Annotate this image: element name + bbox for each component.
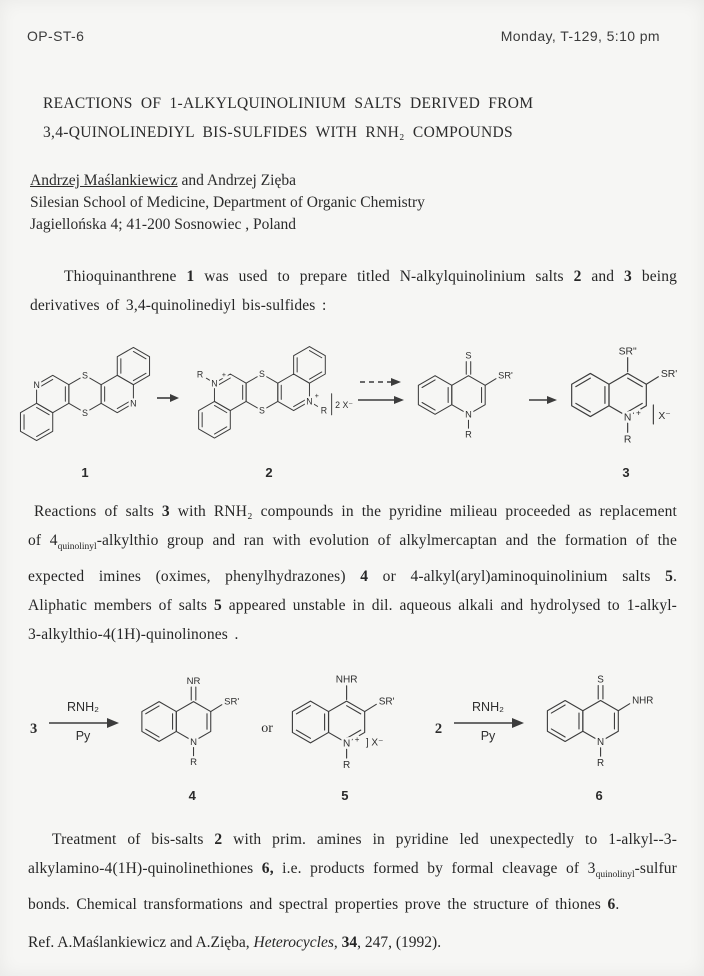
arrow-1-to-2 [156, 392, 180, 404]
structure-3 [558, 334, 694, 482]
reagent-label-rnh2: RNH₂ [472, 700, 505, 714]
charge-plus: + [354, 735, 360, 745]
substituent-nhr: NHR [335, 674, 358, 686]
structure-4-number: 4 [188, 788, 196, 803]
substituent-r-left: R [196, 369, 204, 380]
counterion-2x: 2 X⁻ [335, 399, 353, 410]
affiliation: Silesian School of Medicine, Department of Organic Chemistry [30, 194, 425, 211]
structure-thione [406, 334, 528, 482]
structure-3-number: 3 [622, 465, 630, 480]
address: Jagiellońska 4; 41-200 Sosnowiec , Poland [30, 216, 297, 233]
reactant-2: 2 [434, 721, 443, 737]
author-underlined: Andrzej Maślankiewicz [30, 172, 178, 189]
structure-5-number: 5 [341, 788, 349, 803]
structure-4 [129, 665, 255, 805]
structure-1-number: 1 [81, 465, 89, 480]
or-label: or [261, 721, 273, 736]
atom-label-n: N [623, 412, 632, 424]
atom-label-s: S [465, 350, 472, 361]
substituent-sr: SR' [378, 696, 395, 708]
paragraph-intro: Thioquinanthrene 1 was used to prepare titled N-alkylquinolinium salts 2 and 3 being derivatives of 3,4-quinolinediyl bis-sulfides : [30, 268, 677, 314]
solvent-label-py: Py [75, 729, 91, 743]
structure-6-drawing [534, 669, 664, 773]
paragraph-treatment: Treatment of bis-salts 2 with prim. amines in pyridine led unexpectedly to 1-alkyl--3-alkylamino-4(1H)-quinolinethiones 6, i.e. products formed by formal cleavage of $3_{quinolinyl}$-sulfur bonds. Chemical transformations and spectral properties prove the structure of thiones 6. [28, 831, 678, 913]
atom-label-n-left: N [33, 379, 40, 390]
substituent-r-right: R [320, 405, 328, 416]
reaction-scheme-1 [14, 334, 704, 482]
reactant-3: 3 [30, 721, 38, 737]
atom-label-s-bottom: S [259, 405, 265, 416]
author-second: and Andrzej Zięba [177, 172, 296, 189]
reaction-arrow-1 [45, 697, 125, 743]
atom-label-n-right: N [306, 396, 313, 407]
atom-label-s: S [597, 674, 605, 686]
charge-plus-right: + [314, 392, 319, 400]
atom-label-s-top: S [259, 369, 265, 380]
structure-6 [534, 665, 664, 805]
structure-1-drawing [14, 338, 156, 450]
structure-1 [14, 334, 156, 482]
structure-1-bonds [20, 347, 149, 440]
reaction-scheme-2 [30, 665, 704, 805]
substituent-r: R [623, 434, 632, 446]
atom-label-s-top: S [82, 370, 88, 381]
structure-5-drawing [279, 669, 411, 775]
authors-block [30, 170, 678, 236]
substituent-r: R [342, 759, 351, 771]
substituent-r: R [190, 757, 198, 769]
substituent-sr: SR' [498, 370, 513, 381]
structure-4-bonds [142, 687, 222, 756]
structure-6-number: 6 [595, 788, 603, 803]
substituent-r: R [465, 429, 472, 440]
substituent-sr: SR' [224, 696, 240, 708]
atom-label-n-left: N [211, 378, 218, 389]
structure-5-bonds [292, 686, 376, 758]
atom-label-n-right: N [130, 398, 137, 409]
structure-2-bonds [196, 347, 332, 438]
atom-label-n: N [597, 737, 605, 749]
page-header [0, 0, 704, 44]
substituent-sr2: SR" [618, 346, 637, 358]
arrows-2-to-intermediate [358, 374, 406, 410]
atom-label-n: N [190, 736, 198, 748]
structure-2-number: 2 [265, 465, 273, 480]
reference-line: Ref. A.Maślankiewicz and A.Zięba, Heterocycles, 34, 247, (1992). [28, 934, 442, 951]
solvent-label-py: Py [480, 729, 496, 743]
paper-title-line2: 3,4-QUINOLINEDIYL BIS-SULFIDES WITH RNH₂ COMPOUNDS [43, 124, 513, 141]
atom-label-n: N [342, 738, 351, 750]
paper-title [43, 89, 678, 147]
reagent-label-rnh2: RNH₂ [67, 700, 100, 714]
structure-thione-drawing [406, 346, 528, 444]
structure-3-drawing [558, 340, 694, 450]
structure-2-drawing [180, 336, 358, 450]
structure-4-drawing [129, 671, 255, 772]
structure-3-bonds [572, 358, 659, 433]
substituent-nr: NR [186, 676, 201, 688]
substituent-r: R [597, 757, 605, 769]
session-code: OP-ST-6 [27, 28, 85, 44]
structure-5 [279, 665, 411, 805]
session-schedule: Monday, T-129, 5:10 pm [500, 28, 660, 44]
structure-6-bonds [548, 686, 630, 757]
charge-plus: + [636, 407, 641, 418]
structure-thione-bonds [418, 362, 496, 429]
substituent-nhr: NHR [632, 695, 654, 707]
counterion-x: X⁻ [658, 411, 671, 423]
structure-2 [180, 334, 358, 482]
substituent-sr: SR' [660, 368, 678, 380]
paragraph-reactions: Reactions of salts 3 with RNH₂ compounds in the pyridine milieau proceeded as replacement of $4_{quinolinyl}$-alkylthio group and ran with evolution of alkylmercaptan and the formation of the expected imines (oximes, phenylhydrazones) 4 or 4-alkyl(aryl)aminoquinolinium salts 5. Aliphatic members of salts 5 appeared unstable in dil. aqueous alkali and hydrolysed to 1-alkyl-3-alkylthio-4(1H)-quinolinones . [28, 503, 677, 643]
counterion-x: ] X⁻ [365, 737, 384, 749]
atom-label-s-bottom: S [82, 407, 88, 418]
authors-line [30, 170, 678, 192]
charge-plus-left: + [221, 371, 227, 379]
paper-title-line1: REACTIONS OF 1-ALKYLQUINOLINIUM SALTS DERIVED FROM [43, 95, 534, 112]
arrow-to-3 [528, 394, 558, 406]
atom-label-n: N [465, 409, 472, 420]
reaction-arrow-2 [450, 697, 530, 743]
